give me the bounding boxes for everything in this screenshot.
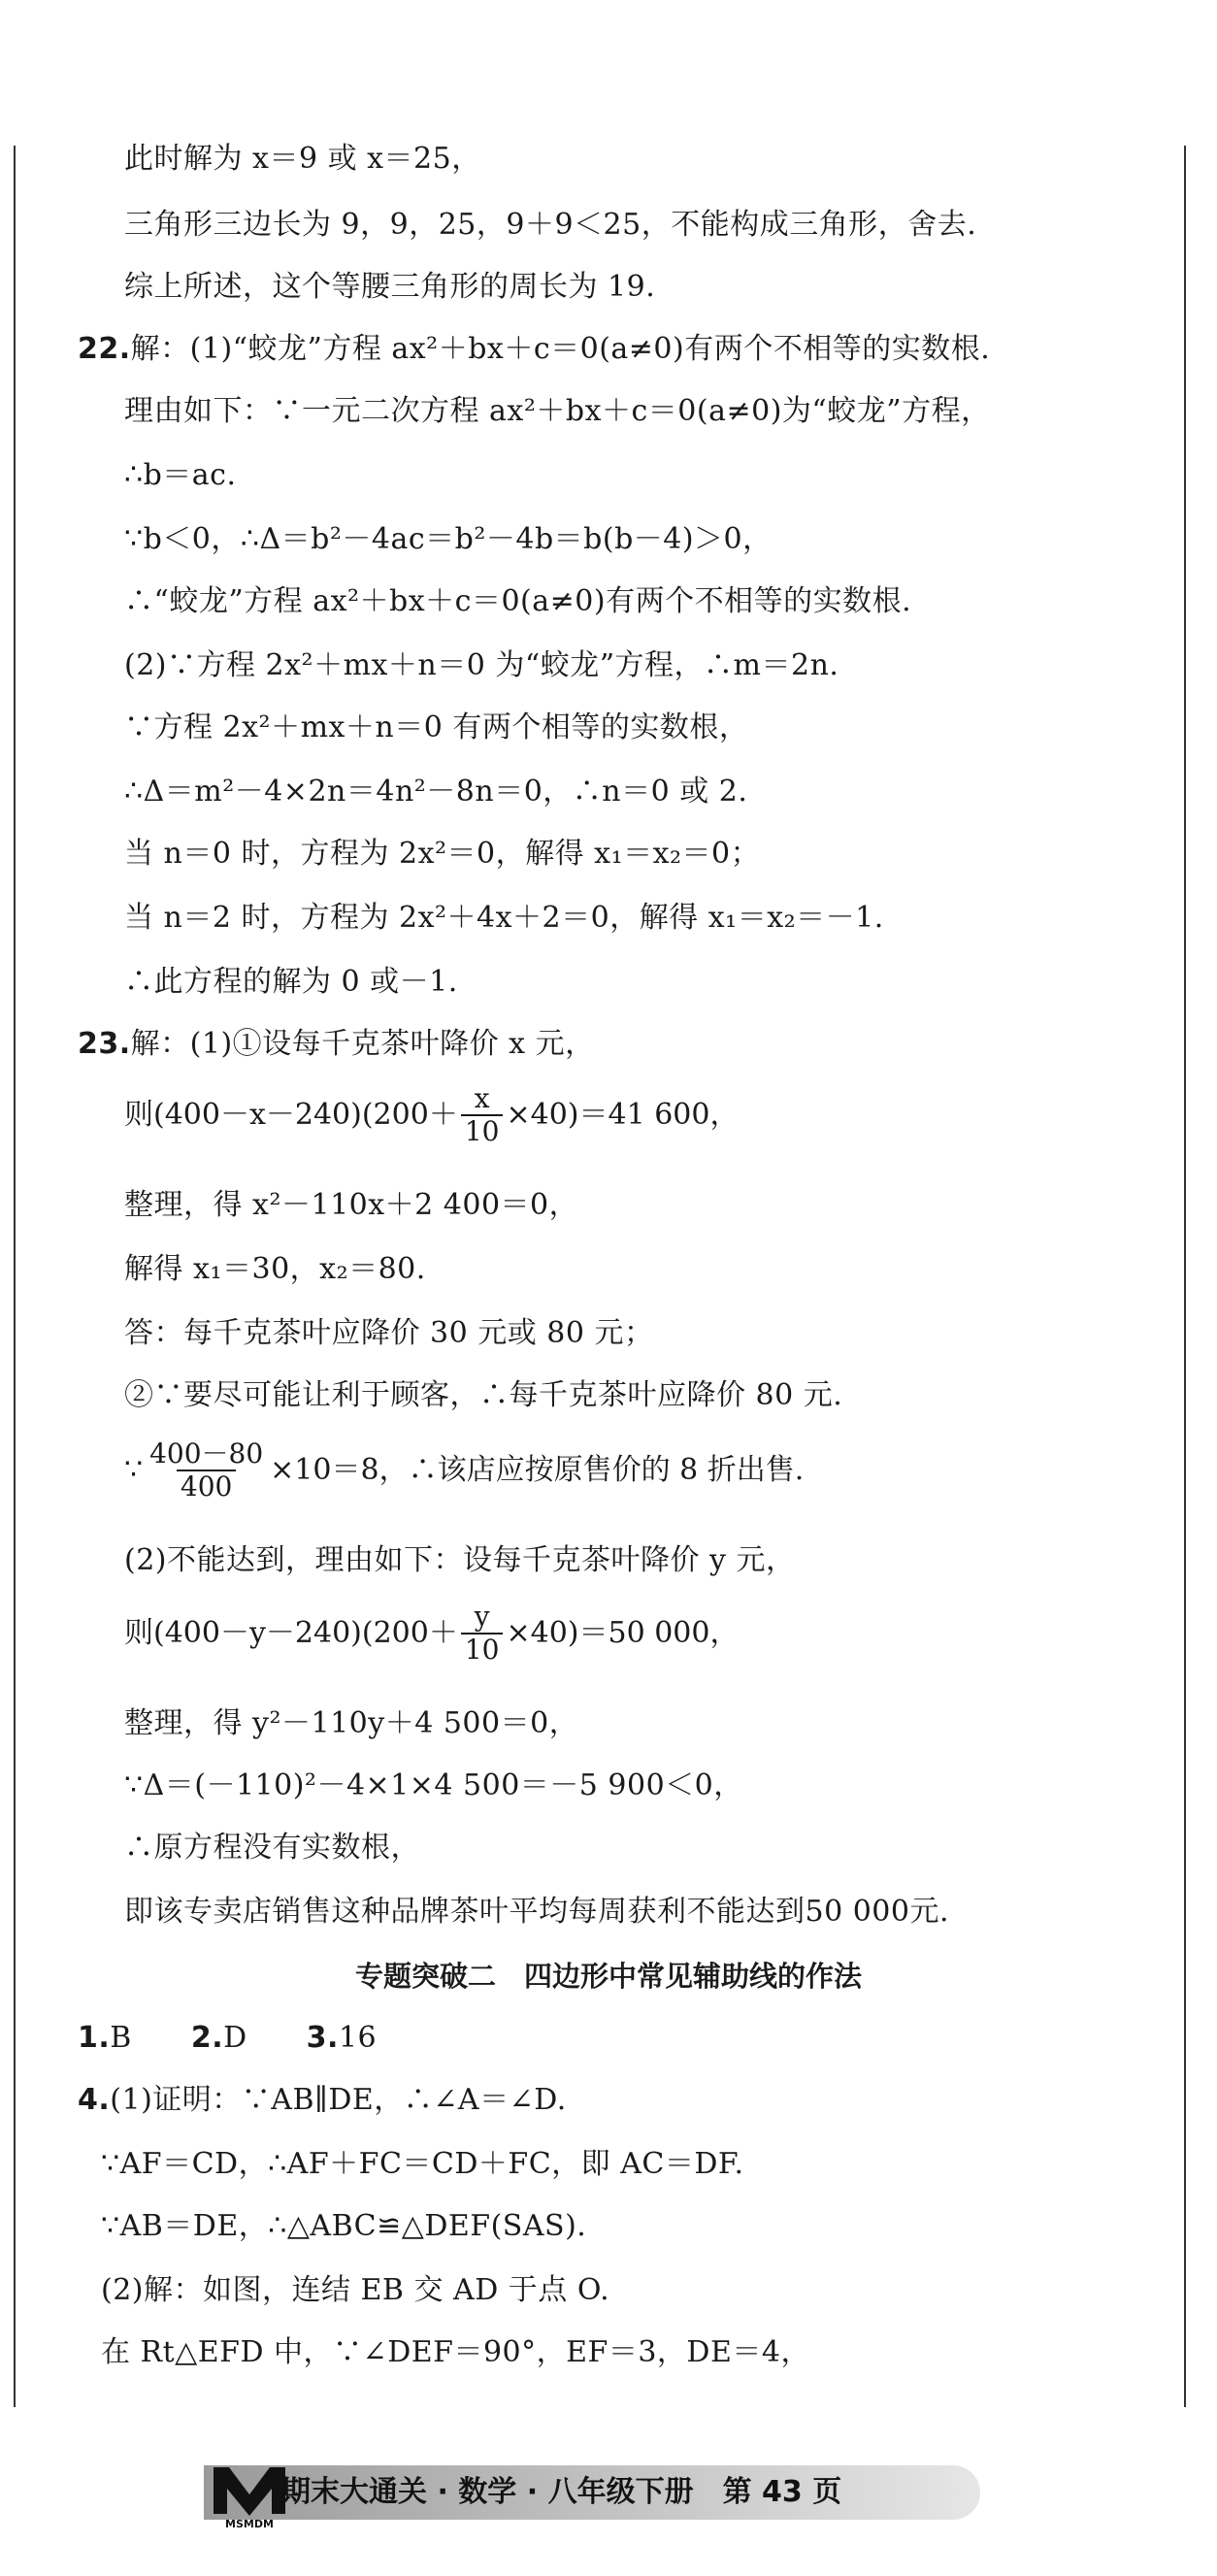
text-line: 即该专卖店销售这种品牌茶叶平均每周获利不能达到50 000元. [124, 1895, 950, 1929]
text-line: ∵Δ＝(－110)²－4×1×4 500＝－5 900＜0， [124, 1768, 743, 1802]
logo-text: MSMDM [225, 2518, 274, 2530]
text-line: 当 n＝0 时，方程为 2x²＝0，解得 x₁＝x₂＝0； [124, 837, 761, 871]
answer-line [78, 2021, 377, 2056]
equation-line [124, 1083, 739, 1147]
equation-left: ∵ [124, 1453, 144, 1487]
text-line: 整理，得 y²－110y＋4 500＝0， [124, 1706, 579, 1740]
question-number: 4. [78, 2083, 111, 2117]
question-number: 23. [78, 1027, 131, 1061]
question-4 [78, 2083, 567, 2118]
answer-number: 2. [190, 2021, 224, 2055]
text-line: (2)∵方程 2x²＋mx＋n＝0 为“蛟龙”方程，∴m＝2n. [124, 648, 839, 682]
question-23 [78, 1027, 595, 1062]
answer-value: B [110, 2021, 132, 2055]
fraction [461, 1083, 504, 1147]
fraction-numerator: 400－80 [149, 1437, 264, 1470]
fraction [146, 1438, 267, 1503]
text-line: 三角形三边长为 9，9，25，9＋9＜25，不能构成三角形，舍去. [124, 208, 977, 242]
fraction-denominator: 400 [177, 1470, 236, 1503]
text-line: ∴“蛟龙”方程 ax²＋bx＋c＝0(a≠0)有两个不相等的实数根. [124, 584, 912, 618]
text-line: ∵AB＝DE，∴△ABC≌△DEF(SAS). [101, 2209, 587, 2243]
publisher-logo-icon [206, 2454, 293, 2531]
answer-number: 1. [78, 2021, 111, 2055]
text-line: 当 n＝2 时，方程为 2x²＋4x＋2＝0，解得 x₁＝x₂＝－1. [124, 901, 884, 935]
footer-text: 期末大通关 · 数学 · 八年级下册 第 43 页 [281, 2475, 842, 2509]
text-line: (1)①设每千克茶叶降价 x 元， [189, 1027, 595, 1061]
right-margin-rule [1184, 146, 1186, 2407]
text-line: ∴原方程没有实数根， [124, 1831, 420, 1865]
text-line: 答：每千克茶叶应降价 30 元或 80 元； [124, 1316, 654, 1350]
fraction-denominator: 10 [461, 1114, 504, 1147]
text-line: ∵AF＝CD，∴AF＋FC＝CD＋FC，即 AC＝DF. [101, 2147, 744, 2181]
section-heading: 专题突破二 四边形中常见辅助线的作法 [354, 1960, 862, 1993]
equation-right: ×10＝8，∴该店应按原售价的 8 折出售. [270, 1453, 805, 1487]
text-line: ∴此方程的解为 0 或－1. [124, 965, 458, 999]
text-line: ②∵要尽可能让利于顾客，∴每千克茶叶应降价 80 元. [124, 1378, 843, 1412]
text-line: ∵b＜0，∴Δ＝b²－4ac＝b²－4b＝b(b－4)＞0， [124, 522, 773, 556]
question-number: 22. [78, 332, 131, 366]
equation-right: ×40)＝41 600， [506, 1098, 740, 1132]
text-line: ∴b＝ac. [124, 458, 237, 492]
question-22 [78, 332, 990, 367]
text-line: 在 Rt△EFD 中，∵∠DEF＝90°，EF＝3，DE＝4， [101, 2335, 810, 2369]
answer-value: D [223, 2021, 247, 2055]
text-line: 解得 x₁＝30，x₂＝80. [124, 1252, 426, 1286]
solution-label: 解： [130, 332, 190, 366]
fraction [461, 1602, 504, 1666]
text-line: 理由如下：∵一元二次方程 ax²＋bx＋c＝0(a≠0)为“蛟龙”方程， [124, 394, 991, 428]
text-line: (2)不能达到，理由如下：设每千克茶叶降价 y 元， [124, 1543, 796, 1577]
left-margin-rule [14, 146, 16, 2407]
fraction-denominator: 10 [461, 1633, 504, 1666]
equation-left: 则(400－y－240)(200＋ [124, 1616, 458, 1650]
answer-number: 3. [306, 2021, 339, 2055]
text-line: ∵方程 2x²＋mx＋n＝0 有两个相等的实数根， [124, 710, 749, 744]
text-line: (1)证明：∵AB∥DE，∴∠A＝∠D. [110, 2083, 567, 2117]
text-line: 综上所述，这个等腰三角形的周长为 19. [124, 270, 656, 304]
equation-right: ×40)＝50 000， [506, 1616, 740, 1650]
equation-line [124, 1602, 739, 1666]
equation-left: 则(400－x－240)(200＋ [124, 1098, 458, 1132]
solution-label: 解： [130, 1027, 190, 1061]
answer-value: 16 [338, 2021, 378, 2055]
text-line: 整理，得 x²－110x＋2 400＝0， [124, 1188, 579, 1222]
text-line: (2)解：如图，连结 EB 交 AD 于点 O. [101, 2273, 610, 2307]
fraction-numerator: y [474, 1601, 490, 1633]
text-line: ∴Δ＝m²－4×2n＝4n²－8n＝0，∴n＝0 或 2. [124, 775, 748, 809]
equation-line [124, 1438, 804, 1503]
text-line: 此时解为 x＝9 或 x＝25， [124, 142, 481, 176]
fraction-numerator: x [474, 1082, 490, 1114]
text-line: (1)“蛟龙”方程 ax²＋bx＋c＝0(a≠0)有两个不相等的实数根. [189, 332, 991, 366]
